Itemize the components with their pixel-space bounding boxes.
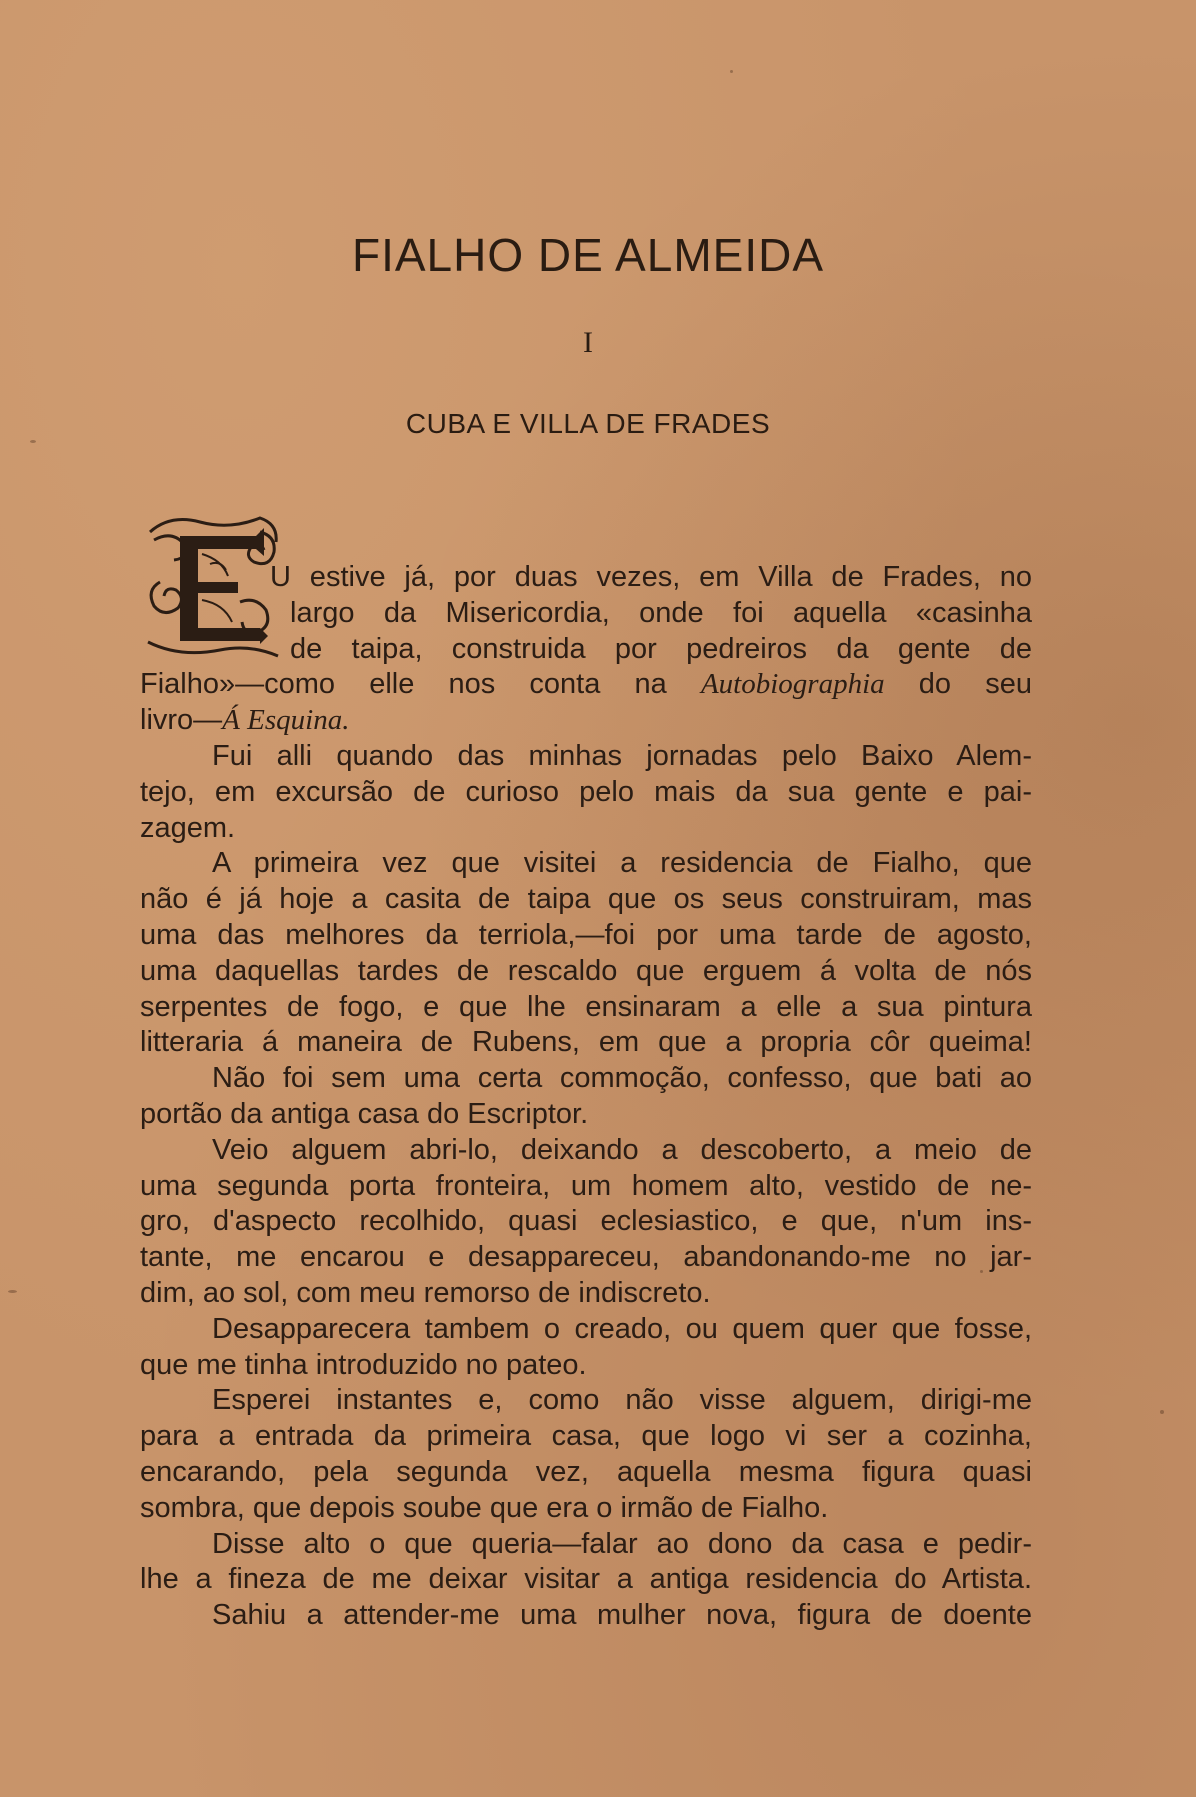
text-line: livro—Á Esquina. <box>140 704 350 737</box>
text-line: Desapparecera tambem o creado, ou quem quer que fosse, <box>212 1312 1032 1345</box>
text-line: Esperei instantes e, como não visse alguem, dirigi-me <box>212 1384 1032 1417</box>
page-title: FIALHO DE ALMEIDA <box>351 229 824 281</box>
body-text <box>140 560 1032 1634</box>
text-line: Disse alto o que queria—falar ao dono da casa e pedir- <box>212 1527 1032 1560</box>
text-line: encarando, pela segunda vez, aquella mesma figura quasi <box>140 1455 1032 1488</box>
text-line: uma das melhores da terriola,—foi por uma tarde de agosto, <box>140 918 1032 951</box>
text-line: gro, d'aspecto recolhido, quasi eclesiastico, e que, n'um ins- <box>140 1205 1032 1238</box>
text-line: que me tinha introduzido no pateo. <box>140 1348 587 1381</box>
text-line: serpentes de fogo, e que lhe ensinaram a elle a sua pintura <box>140 990 1032 1023</box>
text-line: Veio alguem abri-lo, deixando a descoberto, a meio de <box>212 1133 1032 1166</box>
text-line: litteraria á maneira de Rubens, em que a propria côr queima! <box>140 1026 1032 1059</box>
text-line: tante, me encarou e desappareceu, abandonando-me no jar- <box>140 1241 1032 1274</box>
text-line: para a entrada da primeira casa, que logo vi ser a cozinha, <box>140 1420 1032 1453</box>
text-line: tejo, em excursão de curioso pelo mais da sua gente e pai- <box>140 775 1032 808</box>
chapter-number: I <box>583 326 593 359</box>
chapter-title: CUBA E VILLA DE FRADES <box>405 408 771 439</box>
text-line: A primeira vez que visitei a residencia de Fialho, que <box>212 847 1032 880</box>
text-line: U estive já, por duas vezes, em Villa de Frades, no <box>270 561 1032 593</box>
text-line: largo da Misericordia, onde foi aquella «casinha <box>290 596 1032 629</box>
text-line: não é já hoje a casita de taipa que os seus construiram, mas <box>140 883 1032 916</box>
text-line: Fialho»—como elle nos conta na Autobiographia do seu <box>140 668 1032 701</box>
text-line: Fui alli quando das minhas jornadas pelo Baixo Alem- <box>212 739 1032 772</box>
text-line: de taipa, construida por pedreiros da gente de <box>290 632 1032 665</box>
text-line: lhe a fineza de me deixar visitar a antiga residencia do Artista. <box>140 1563 1032 1596</box>
text-line: Sahiu a attender-me uma mulher nova, figura de doente <box>212 1599 1032 1632</box>
text-line: sombra, que depois soube que era o irmão de Fialho. <box>140 1491 829 1524</box>
text-line: dim, ao sol, com meu remorso de indiscreto. <box>140 1276 711 1309</box>
text-line: uma daquellas tardes de rescaldo que erguem á volta de nós <box>140 954 1032 987</box>
text-line: uma segunda porta fronteira, um homem alto, vestido de ne- <box>140 1169 1032 1202</box>
text-line: portão da antiga casa do Escriptor. <box>140 1097 589 1130</box>
text-line: Não foi sem uma certa commoção, confesso, que bati ao <box>212 1062 1032 1095</box>
text-line: zagem. <box>140 811 236 844</box>
